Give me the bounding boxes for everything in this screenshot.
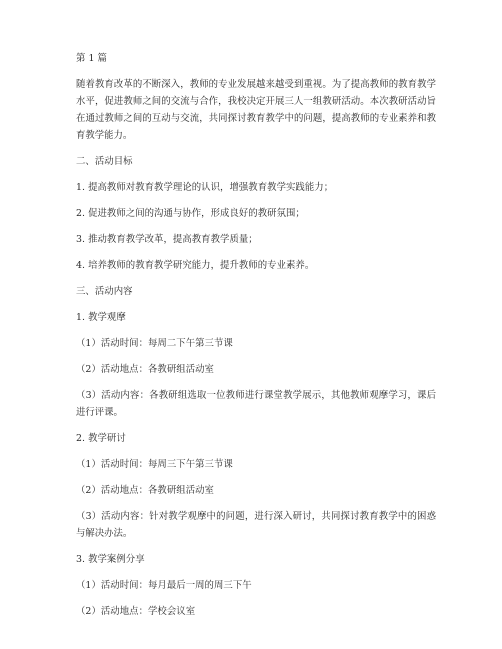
activity-content: （3）活动内容：针对教学观摩中的问题，进行深入研讨，共同探讨教育教学中的困惑与解决办法。 bbox=[76, 511, 436, 539]
activity-content: （3）活动内容：各教研组选取一位教师进行课堂教学展示，其他教师观摩学习，课后进行评课。 bbox=[76, 390, 436, 418]
activity-location: （2）活动地点：各教研组活动室 bbox=[76, 364, 214, 375]
goal-item: 2. 促进教师之间的沟通与协作，形成良好的教研氛围； bbox=[76, 208, 305, 219]
intro-paragraph: 随着教育改革的不断深入，教师的专业发展越来越受到重视。为了提高教师的教育教学水平，促进教师之间的交流与合作，我校决定开展三人一组教研活动。本次教研活动旨在通过教师之间的互动与交流，共同探讨教育教学中的问题，提高教师的专业素养和教育教学能力。 bbox=[76, 79, 436, 141]
activity-title: 3. 教学案例分享 bbox=[76, 554, 145, 565]
document-body bbox=[76, 50, 436, 620]
activity-time: （1）活动时间：每月最后一周的周三下午 bbox=[76, 580, 252, 591]
goal-item: 3. 推动教育教学改革，提高教育教学质量； bbox=[76, 234, 258, 245]
activity-title: 2. 教学研讨 bbox=[76, 433, 126, 444]
activity-location: （2）活动地点：各教研组活动室 bbox=[76, 485, 214, 496]
activity-time: （1）活动时间：每周二下午第三节课 bbox=[76, 338, 233, 349]
activity-title: 1. 教学观摩 bbox=[76, 312, 126, 323]
goal-item: 1. 提高教师对教育教学理论的认识，增强教育教学实践能力； bbox=[76, 182, 334, 193]
activity-location: （2）活动地点：学校会议室 bbox=[76, 606, 196, 617]
content-section-title: 三、活动内容 bbox=[76, 286, 133, 297]
goals-section-title: 二、活动目标 bbox=[76, 156, 133, 167]
section-heading: 第 1 篇 bbox=[76, 53, 107, 64]
activity-time: （1）活动时间：每周三下午第三节课 bbox=[76, 459, 233, 470]
goal-item: 4. 培养教师的教育教学研究能力，提升教师的专业素养。 bbox=[76, 260, 315, 271]
